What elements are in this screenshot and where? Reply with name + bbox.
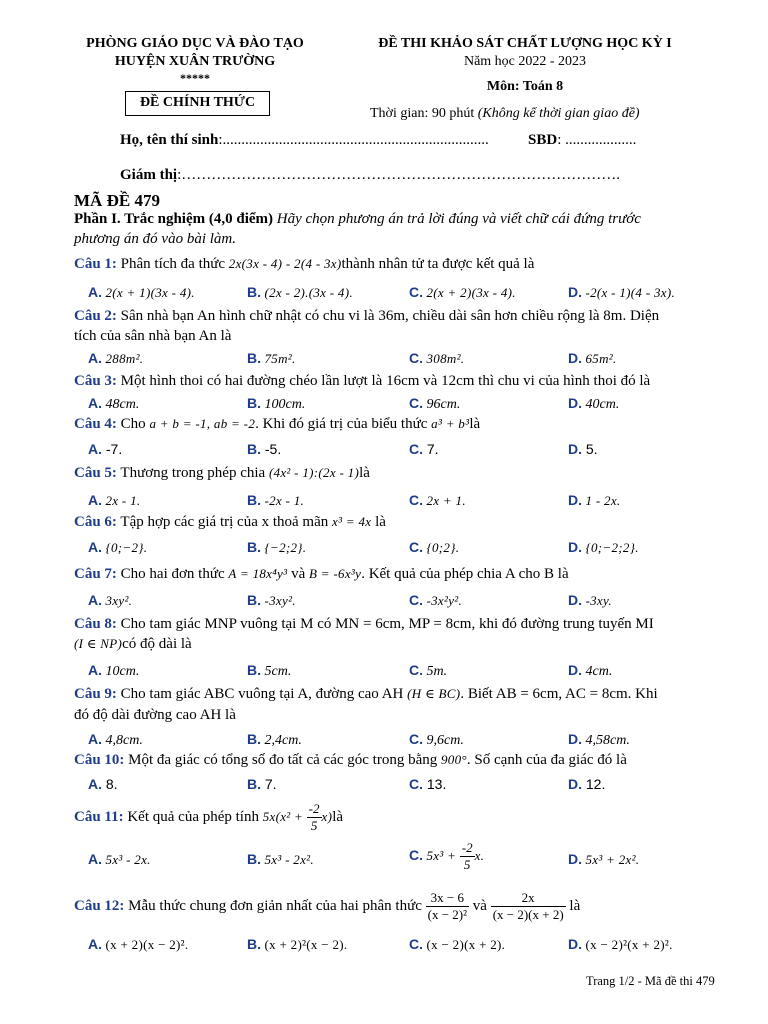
part1-heading: Phần I. Trắc nghiệm (4,0 điểm) Hãy chọn phương án trả lời đúng và viết chữ cái đứng trước <box>74 211 641 227</box>
q7-option-d: D. -3xy. <box>568 592 612 608</box>
q5-option-a: A. 2x - 1. <box>88 492 141 508</box>
header-stars: ***** <box>180 71 210 85</box>
q4-option-b: B. -5. <box>247 441 282 457</box>
q9-option-a: A. 4,8cm. <box>88 731 143 748</box>
question-7: Câu 7: Cho hai đơn thức A = 18x⁴y³ và B = -6x³y. Kết quả của phép chia A cho B là <box>74 566 569 582</box>
q11-option-a: A. 5x³ - 2x. <box>88 851 151 867</box>
q6-option-c: C. {0;2}. <box>409 539 460 555</box>
q12-option-b: B. (x + 2)²(x − 2). <box>247 936 348 952</box>
q8-option-a: A. 10cm. <box>88 662 140 679</box>
q12-option-c: C. (x − 2)(x + 2). <box>409 936 506 952</box>
q2-option-b: B. 75m². <box>247 350 296 366</box>
q6-option-d: D. {0;−2;2}. <box>568 539 639 555</box>
q4-option-a: A. -7. <box>88 441 123 457</box>
q9-option-b: B. 2,4cm. <box>247 731 302 748</box>
q1-option-d: D. -2(x - 1)(4 - 3x). <box>568 284 675 300</box>
question-3: Câu 3: Một hình thoi có hai đường chéo lần lượt là 16cm và 12cm thì chu vi của hình thoi đó là <box>74 373 651 389</box>
question-6: Câu 6: Tập hợp các giá trị của x thoả mãn x³ = 4x là <box>74 514 386 530</box>
question-4: Câu 4: Cho a + b = -1, ab = -2. Khi đó giá trị của biểu thức a³ + b³là <box>74 416 481 432</box>
q7-option-c: C. -3x²y². <box>409 592 463 608</box>
proctor-field: Giám thị:……………………………………………………………………………. <box>120 167 621 183</box>
q3-option-b: B. 100cm. <box>247 395 306 412</box>
q6-option-a: A. {0;−2}. <box>88 539 148 555</box>
q6-option-b: B. {−2;2}. <box>247 539 307 555</box>
question-8: Câu 8: Cho tam giác MNP vuông tại M có MN = 6cm, MP = 8cm, khi đó đường trung tuyến MI <box>74 616 654 632</box>
q2-option-d: D. 65m². <box>568 350 617 366</box>
question-5: Câu 5: Thương trong phép chia (4x² - 1):(2x - 1)là <box>74 465 370 481</box>
exam-title: ĐỀ THI KHẢO SÁT CHẤT LƯỢNG HỌC KỲ I <box>378 36 672 51</box>
q12-fraction-2: $\frac{2x}{(x - 2)(x + 2)}$ <box>492 890 564 923</box>
q2-option-a: A. 288m². <box>88 350 144 366</box>
q3-option-a: A. 48cm. <box>88 395 140 412</box>
question-2-cont: tích của sân nhà bạn An là <box>74 328 232 344</box>
question-11: Câu 11: Kết quả của phép tính 5x(x² + $\frac{-2}{5}$ x)là <box>74 801 344 834</box>
q3-option-d: D. 40cm. <box>568 395 620 412</box>
q11c-fraction: $\frac{-2}{5}$ <box>461 840 473 873</box>
q11-option-b: B. 5x³ - 2x². <box>247 851 314 867</box>
q5-option-d: D. 1 - 2x. <box>568 492 621 508</box>
q4-option-d: D. 5. <box>568 441 598 457</box>
q8-option-d: D. 4cm. <box>568 662 613 679</box>
q10-option-d: D. 12. <box>568 776 606 792</box>
q5-option-b: B. -2x - 1. <box>247 492 305 508</box>
subject: Môn: Toán 8 <box>486 79 564 94</box>
q7-option-b: B. -3xy². <box>247 592 296 608</box>
question-9-cont: đó độ dài đường cao AH là <box>74 707 236 723</box>
question-1: Câu 1: Phân tích đa thức 2x(3x - 4) - 2(4 - 3x)thành nhân tử ta được kết quả là <box>74 256 535 272</box>
q1-option-a: A. 2(x + 1)(3x - 4). <box>88 284 195 300</box>
district-name: HUYỆN XUÂN TRƯỜNG <box>114 54 276 69</box>
page-footer: Trang 1/2 - Mã đề thi 479 <box>586 974 715 988</box>
question-10: Câu 10: Một đa giác có tổng số đo tất cả các góc trong bằng 900°. Số cạnh của đa giác đó là <box>74 752 627 768</box>
q11-option-c: C. 5x³ + $\frac{-2}{5}$ x. <box>409 840 485 873</box>
part1-instruction-cont: phương án đó vào bài làm. <box>74 231 237 247</box>
q9-option-c: C. 9,6cm. <box>409 731 464 748</box>
q12-fraction-1: $\frac{3x - 6}{\text{(x − 2)²}}$ <box>427 890 468 923</box>
q8-option-c: C. 5m. <box>409 662 448 679</box>
q10-option-c: C. 13. <box>409 776 447 792</box>
question-9: Câu 9: Cho tam giác ABC vuông tại A, đường cao AH (H ∈ BC). Biết AB = 6cm, AC = 8cm. Khi <box>74 686 658 702</box>
q4-option-c: C. 7. <box>409 441 439 457</box>
q5-option-c: C. 2x + 1. <box>409 492 466 508</box>
q12-option-a: A. (x + 2)(x − 2)². <box>88 936 189 952</box>
q2-option-c: C. 308m². <box>409 350 465 366</box>
question-2: Câu 2: Sân nhà bạn An hình chữ nhật có chu vi là 36m, chiều dài sân hơn chiều rộng là 8m. Diện <box>74 308 660 324</box>
q8-option-b: B. 5cm. <box>247 662 292 679</box>
official-stamp: ĐỀ CHÍNH THỨC <box>125 91 270 116</box>
q10-option-b: B. 7. <box>247 776 277 792</box>
department-name: PHÒNG GIÁO DỤC VÀ ĐÀO TẠO <box>86 36 304 51</box>
school-year: Năm học 2022 - 2023 <box>463 54 587 69</box>
exam-code: MÃ ĐỀ 479 <box>74 191 160 210</box>
candidate-number-field: SBD: ................... <box>528 132 637 148</box>
q9-option-d: D. 4,58cm. <box>568 731 630 748</box>
q3-option-c: C. 96cm. <box>409 395 461 412</box>
candidate-name-field: Họ, tên thí sinh:....................................................................... <box>120 132 489 148</box>
question-12: Câu 12: Mẫu thức chung đơn giản nhất của hai phân thức $\frac{3x - 6}{\text{(x − 2)²}}$ và $\frac{2x}{(x - 2)(x + 2)}$ là <box>74 890 581 923</box>
question-8-cont: (I ∈ NP)có độ dài là <box>74 636 192 652</box>
q12-option-d: D. (x − 2)²(x + 2)². <box>568 936 673 952</box>
q1-option-c: C. 2(x + 2)(3x - 4). <box>409 284 516 300</box>
q7-option-a: A. 3xy². <box>88 592 133 608</box>
q11-fraction: $\frac{-2}{5}$ <box>308 801 320 834</box>
time-limit: Thời gian: 90 phút (Không kể thời gian giao đề) <box>370 106 640 121</box>
q1-option-b: B. (2x - 2).(3x - 4). <box>247 284 353 300</box>
q11-option-d: D. 5x³ + 2x². <box>568 851 640 867</box>
q10-option-a: A. 8. <box>88 776 118 792</box>
